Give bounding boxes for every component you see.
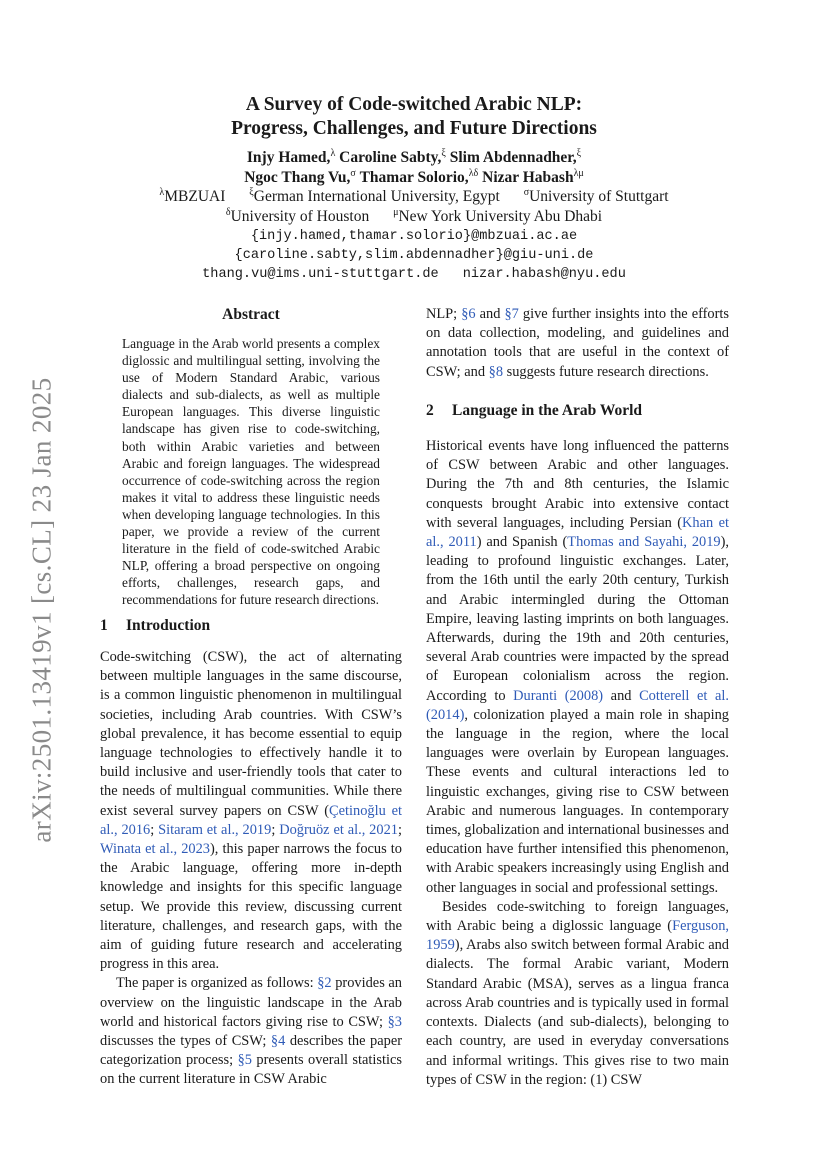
affiliation: [393, 208, 602, 225]
text-run: ), leading to profound linguistic exchanges. Later, from the 16th until the early 20th century, Turkish and Arabic intermingled during the Ottoman Empire, leaving lasting imprints on both languages. Afterwards, during the 19th and 20th centuries, several Arab countries were impacted by the spread of European colonialism across the region. According to: [426, 534, 730, 704]
section-ref-link[interactable]: §2: [317, 975, 332, 992]
section-number: 2: [426, 402, 434, 419]
citation-link[interactable]: Çetinoğlu et al., 2016: [100, 802, 403, 838]
citation-link[interactable]: Winata et al., 2023: [100, 841, 210, 858]
affiliation-mark: σ: [523, 186, 530, 198]
affiliation-name: New York University Abu Dhabi: [398, 208, 603, 225]
left-column-body: [100, 648, 402, 1090]
email-line-3: [0, 265, 828, 285]
affiliation-line-1: [0, 187, 828, 207]
title-line-1: A Survey of Code-switched Arabic NLP:: [245, 94, 583, 115]
citation-link[interactable]: Cotterell et al. (2014): [426, 687, 729, 723]
author-name: Caroline Sabty,: [339, 149, 442, 166]
author-name: Injy Hamed,: [246, 149, 331, 166]
affiliation-line-2: [0, 207, 828, 227]
intro-paragraph-2-continued: [426, 305, 729, 382]
section-number: 1: [100, 617, 108, 634]
citation-link[interactable]: Sitaram et al., 2019: [158, 821, 272, 838]
intro-paragraph-2: [100, 974, 402, 1089]
affiliation-name: German International University, Egypt: [253, 188, 500, 205]
section-ref-link[interactable]: §8: [488, 363, 504, 380]
text-run: Historical events have long influenced the patterns of CSW between Arabic and other languages. During the 7th and 8th centuries, the Islamic conquests brought Arabic into extensive contact with several languages, including Persian (: [426, 438, 729, 531]
intro-paragraph-1: [100, 648, 402, 974]
text-run: Besides code-switching to foreign languages, with Arabic being a diglossic language (: [426, 898, 729, 935]
author-name: Nizar Habash: [482, 169, 574, 186]
email-line-2: {caroline.sabty,slim.abdennadher}@giu-uni.de: [234, 248, 594, 263]
text-run: suggests future research directions.: [503, 363, 709, 380]
arxiv-identifier: [22, 370, 62, 850]
text-run: discusses the types of CSW;: [100, 1033, 271, 1050]
affiliation-name: University of Houston: [230, 208, 370, 225]
affiliation-mark: λ: [159, 186, 165, 198]
affiliation-mark: ξ: [249, 186, 254, 198]
section-2-paragraph-1: [426, 437, 729, 898]
affiliation: [159, 188, 225, 205]
author-affiliation-mark: σ: [350, 167, 356, 179]
text-run: ;: [150, 821, 159, 838]
affiliation: [226, 208, 369, 225]
text-run: ;: [271, 821, 280, 838]
email-line-1: {injy.hamed,thamar.solorio}@mbzuai.ac.ae: [250, 229, 578, 244]
text-run: ) and Spanish (: [476, 534, 568, 551]
citation-link[interactable]: Doğruöz et al., 2021: [279, 821, 398, 838]
section-2-heading: [426, 402, 642, 420]
text-run: ;: [397, 821, 402, 838]
section-ref-link[interactable]: §7: [504, 306, 519, 322]
author-affiliation-mark: ξ: [576, 147, 582, 159]
text-run: NLP;: [426, 306, 462, 322]
abstract-heading: Abstract: [222, 306, 280, 323]
citation-link[interactable]: Thomas and Sayahi, 2019: [567, 534, 721, 551]
right-column-body: [426, 437, 729, 1090]
text-run: and: [603, 687, 640, 704]
text-run: , colonization played a main role in shaping the language in the region, where the local languages were overlain by European languages. These events and cultural interactions led to linguistic exchanges, giving rise to CSW between Arabic and numerous languages. In contemporary times, globalization and international businesses and education have further intensified this phenomenon, with Arabic speakers increasingly using English and other languages in social and professional settings.: [426, 706, 729, 896]
arxiv-identifier-text: arXiv:2501.13419v1 [cs.CL] 23 Jan 2025: [26, 377, 57, 843]
author-line-2: [0, 168, 828, 188]
text-run: presents overall statistics on the current literature in CSW Arabic: [100, 1052, 402, 1088]
section-ref-link[interactable]: §6: [461, 306, 476, 322]
citation-link[interactable]: Ferguson, 1959: [426, 918, 729, 954]
title-line-2: Progress, Challenges, and Future Directions: [231, 118, 597, 139]
email: thang.vu@ims.uni-stuttgart.de: [202, 267, 439, 282]
text-run: The paper is organized as follows:: [116, 975, 318, 992]
email: nizar.habash@nyu.edu: [462, 267, 626, 282]
affiliation-name: University of Stuttgart: [529, 188, 669, 205]
section-title: Language in the Arab World: [452, 402, 643, 419]
author-affiliation-mark: λμ: [573, 167, 584, 179]
author-affiliation-mark: ξ: [441, 147, 446, 159]
section-1-heading: [100, 617, 210, 635]
text-run: ), Arabs also switch between formal Arabic and dialects. The formal Arabic variant, Modern Standard Arabic (MSA), serves as a lingua franca across Arab countries and is typically used in formal contexts. Dialects (and sub-dialects), belonging to each country, are used in everyday conversations and informal writings. This gives rise to two main types of CSW in the region: (1) CSW: [426, 937, 729, 1088]
section-ref-link[interactable]: §3: [387, 1013, 402, 1030]
right-column-continuation: [426, 305, 729, 382]
affiliation-mark: μ: [393, 206, 399, 218]
section-title: Introduction: [126, 617, 211, 634]
affiliation: [249, 188, 500, 205]
section-ref-link[interactable]: §4: [270, 1033, 286, 1050]
section-ref-link[interactable]: §5: [237, 1052, 252, 1069]
author-line-1: [0, 148, 828, 168]
author-affiliation-mark: λδ: [468, 167, 479, 179]
author-affiliation-mark: λ: [330, 147, 336, 159]
author-list: [0, 148, 828, 188]
text-run: give further insights into the efforts on data collection, modeling, and guidelines and annotation tools that are useful in the context of CSW; and: [426, 306, 729, 380]
text-run: and: [475, 306, 505, 322]
affiliation-name: MBZUAI: [164, 188, 226, 205]
author-name: Slim Abdennadher,: [449, 149, 577, 166]
paper-title: [0, 93, 828, 141]
text-run: provides an overview on the linguistic landscape in the Arab world and historical factors giving rise to CSW;: [100, 975, 402, 1030]
section-2-paragraph-2: [426, 898, 729, 1090]
text-run: Code-switching (CSW), the act of alternating between multiple languages in the same discourse, is a common linguistic phenomenon in multilingual societies, including Arab countries. With CSW’s global prevalence, it has become essential to equip language technologies to effectively handle it to build inclusive and user-friendly tools that cater to the needs of multilingual communities. While there exist several survey papers on CSW (: [100, 649, 402, 819]
text-run: describes the paper categorization process;: [100, 1033, 402, 1069]
text-run: ), this paper narrows the focus to the Arabic language, offering more in-depth knowledge and insights for this specific language setup. We provide this review, discussing current literature, challenges, and research gaps, with the aim of guiding future research and accelerating progress in this area.: [100, 841, 402, 973]
affiliation-mark: δ: [225, 206, 231, 218]
author-name: Thamar Solorio,: [359, 169, 469, 186]
citation-link[interactable]: Duranti (2008): [513, 687, 604, 704]
abstract-text: Language in the Arab world presents a complex diglossic and multilingual setting, involving the use of Modern Standard Arabic, various dialects and sub-dialects, as well as multiple European languages. This diverse linguistic landscape has given rise to code-switching, both within Arabic varieties and between Arabic and foreign languages. The widespread occurrence of code-switching across the region makes it vital to address these linguistic needs when developing language technologies. In this paper, we provide a review of the current literature in the field of code-switched Arabic NLP, offering a broad perspective on ongoing efforts, challenges, research gaps, and recommendations for future research directions.: [122, 336, 380, 608]
author-name: Ngoc Thang Vu,: [244, 169, 351, 186]
affiliation: [524, 188, 669, 205]
citation-link[interactable]: Khan et al., 2011: [426, 514, 729, 551]
